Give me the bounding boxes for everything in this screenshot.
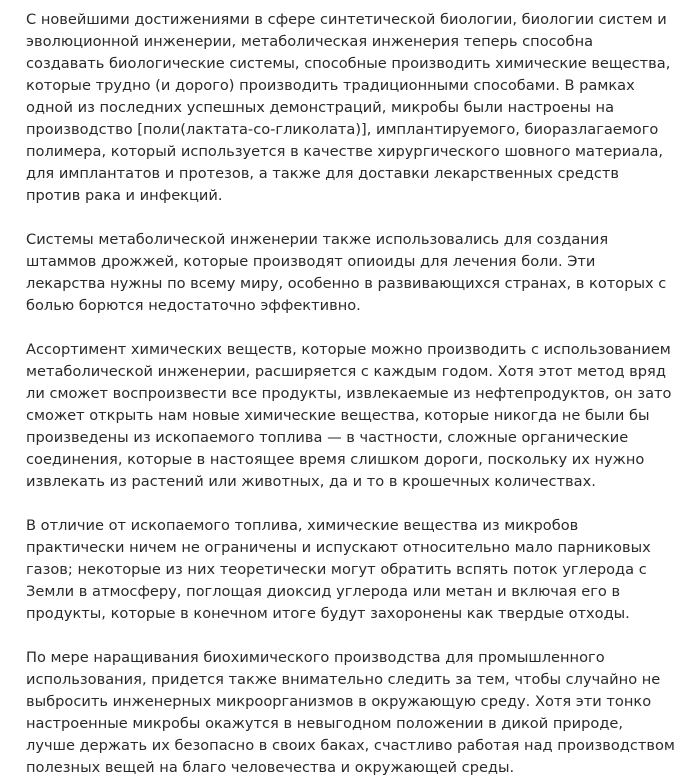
paragraph-fossil-fuel-comparison: В отличие от ископаемого топлива, химические вещества из микробов практически ничем не ограничены и испускают относительно мало парниковых газов; некоторые из них теоретически могут обратить вспять поток углерода с Земли в атмосферу, поглощая диоксид углерода или метан и включая его в продукты, которые в конечном итоге будут захоронены как твердые отходы. xyxy=(26,517,651,622)
paragraph-opioid-yeast: Системы метаболической инженерии также использовались для создания штаммов дрожжей, которые производят опиоиды для лечения боли. Эти лекарства нужны по всему миру, особенно в развивающихся странах, в которых с болью борются недостаточно эффективно. xyxy=(26,231,667,314)
paragraph-chemical-range: Ассортимент химических веществ, которые можно производить с использованием метаболической инженерии, расширяется с каждым годом. Хотя этот метод вряд ли сможет воспроизвести все продукты, извлекаемые из нефтепродуктов, он зато сможет открыть нам новые химические вещества, которые никогда не были бы произведены из ископаемого топлива — в частности, сложные органические соединения, которые в настоящее время слишком дороги, поскольку их нужно извлекать из растений или животных, да и то в крошечных количествах. xyxy=(26,341,672,490)
article-body xyxy=(26,9,676,779)
paragraph-industrial-safety: По мере наращивания биохимического производства для промышленного использования, придется также внимательно следить за тем, чтобы случайно не выбросить инженерных микроорганизмов в окружающую среду. Хотя эти тонко настроенные микробы окажутся в невыгодном положении в дикой природе, лучше держать их безопасно в своих баках, счастливо работая над производством полезных вещей на благо человечества и окружающей среды. xyxy=(26,649,675,776)
paragraph-synthetic-biology: С новейшими достижениями в сфере синтетической биологии, биологии систем и эволюционной инженерии, метаболическая инженерия теперь способна создавать биологические системы, способные производить химические вещества, которые трудно (и дорого) производить традиционными способами. В рамках одной из последних успешных демонстраций, микробы были настроены на производство [поли(лактата-со-гликолата)], имплантируемого, биоразлагаемого полимера, который используется в качестве хирургического шовного материала, для имплантатов и протезов, а также для доставки лекарственных средств против рака и инфекций. xyxy=(26,11,671,204)
